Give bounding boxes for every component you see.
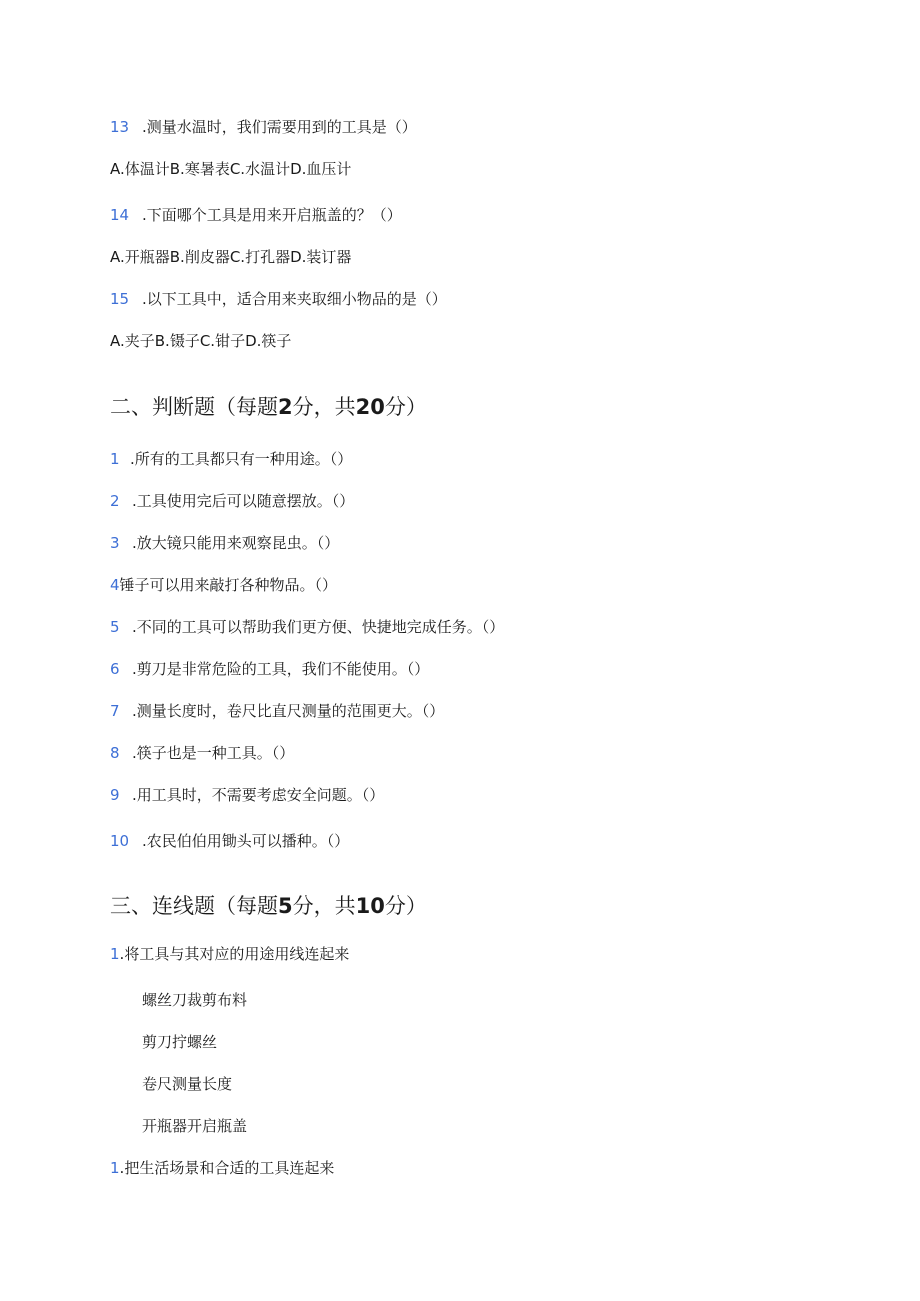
item-text: .筷子也是一种工具。（） xyxy=(132,744,295,762)
item-text: .把生活场景和合适的工具连起来 xyxy=(119,1159,335,1177)
title-part: 10 xyxy=(355,894,385,918)
item-text: .剪刀是非常危险的工具，我们不能使用。（） xyxy=(132,660,430,678)
item-text: .用工具时，不需要考虑安全问题。（） xyxy=(132,786,385,804)
item-number: 5 xyxy=(110,618,120,636)
tf-item-3 xyxy=(110,533,339,553)
question-number: 14 xyxy=(110,206,130,224)
options-text: A.开瓶器B.削皮器C.打孔器D.装订器 xyxy=(110,248,352,266)
item-number: 10 xyxy=(110,832,130,850)
match-question-1 xyxy=(110,944,349,964)
question-14-options xyxy=(110,247,351,267)
item-number: 1 xyxy=(110,1159,120,1177)
title-part: 三、连线题（每题 xyxy=(110,894,278,918)
match-question-2 xyxy=(110,1158,334,1178)
item-text: .不同的工具可以帮助我们更方便、快捷地完成任务。（） xyxy=(132,618,505,636)
item-text: .所有的工具都只有一种用途。（） xyxy=(130,450,353,468)
section-title-matching xyxy=(110,892,427,920)
title-part: 分，共 xyxy=(292,395,356,419)
match-item: 卷尺测量长度 xyxy=(142,1075,233,1093)
tf-item-5 xyxy=(110,617,504,637)
item-text: .放大镜只能用来观察昆虫。（） xyxy=(132,534,340,552)
item-number: 7 xyxy=(110,702,120,720)
title-part: 分） xyxy=(384,395,427,419)
item-number: 4 xyxy=(110,576,120,594)
question-13 xyxy=(110,117,417,137)
item-number: 8 xyxy=(110,744,120,762)
question-text: .以下工具中，适合用来夹取细小物品的是（） xyxy=(142,290,447,308)
item-text: 锤子可以用来敲打各种物品。（） xyxy=(119,576,338,594)
options-text: A.体温计B.寒暑表C.水温计D.血压计 xyxy=(110,160,352,178)
tf-item-1 xyxy=(110,449,352,469)
title-part: 5 xyxy=(278,894,293,918)
item-number: 2 xyxy=(110,492,120,510)
match-item: 开瓶器开启瓶盖 xyxy=(142,1117,248,1135)
question-number: 15 xyxy=(110,290,130,308)
options-text: A.夹子B.镊子C.钳子D.筷子 xyxy=(110,332,292,350)
item-text: .将工具与其对应的用途用线连起来 xyxy=(119,945,350,963)
tf-item-9 xyxy=(110,785,384,805)
tf-item-2 xyxy=(110,491,354,511)
item-number: 1 xyxy=(110,945,120,963)
match-item: 螺丝刀裁剪布料 xyxy=(142,991,248,1009)
question-text: .测量水温时，我们需要用到的工具是（） xyxy=(142,118,417,136)
tf-item-4 xyxy=(110,575,337,595)
question-15 xyxy=(110,289,447,309)
question-text: .下面哪个工具是用来开启瓶盖的？（） xyxy=(142,206,402,224)
title-part: 分） xyxy=(384,894,427,918)
match-item: 剪刀拧螺丝 xyxy=(142,1033,218,1051)
question-14 xyxy=(110,205,402,225)
question-number: 13 xyxy=(110,118,130,136)
title-part: 20 xyxy=(355,395,385,419)
item-text: .农民伯伯用锄头可以播种。（） xyxy=(142,832,350,850)
item-number: 9 xyxy=(110,786,120,804)
tf-item-10 xyxy=(110,831,349,851)
item-text: .工具使用完后可以随意摆放。（） xyxy=(132,492,355,510)
item-text: .测量长度时，卷尺比直尺测量的范围更大。（） xyxy=(132,702,445,720)
question-13-options xyxy=(110,159,351,179)
tf-item-7 xyxy=(110,701,444,721)
title-part: 二、判断题（每题 xyxy=(110,395,278,419)
item-number: 1 xyxy=(110,450,120,468)
title-part: 分，共 xyxy=(292,894,356,918)
tf-item-6 xyxy=(110,659,429,679)
title-part: 2 xyxy=(278,395,293,419)
item-number: 6 xyxy=(110,660,120,678)
question-15-options xyxy=(110,331,291,351)
tf-item-8 xyxy=(110,743,294,763)
item-number: 3 xyxy=(110,534,120,552)
section-title-true-false xyxy=(110,393,427,421)
